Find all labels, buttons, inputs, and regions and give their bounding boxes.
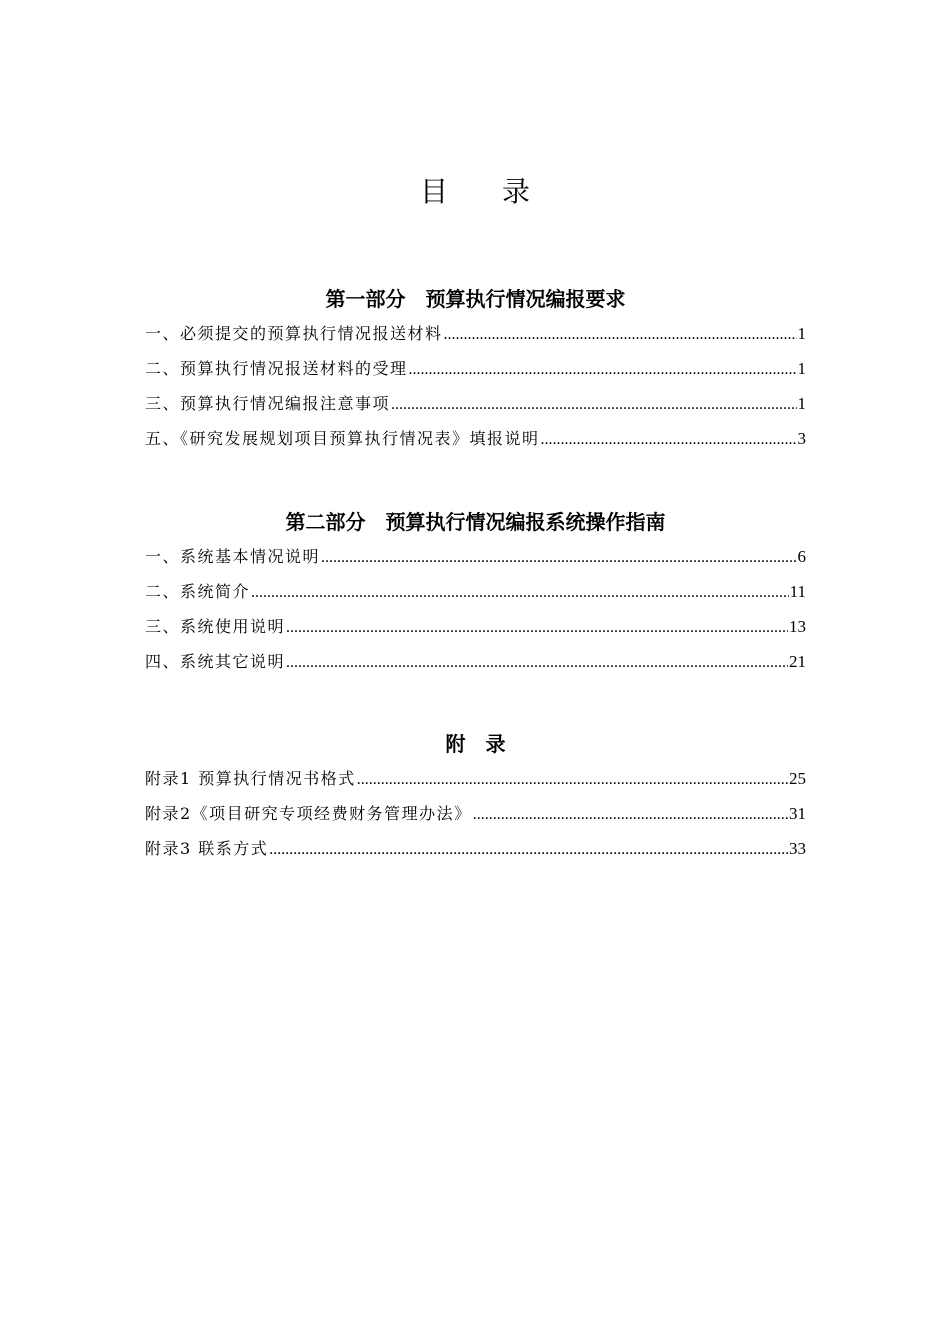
toc-entry[interactable]	[145, 796, 806, 831]
toc-page-number: 11	[789, 582, 806, 601]
toc-page-number: 1	[797, 359, 806, 378]
toc-entry[interactable]	[145, 351, 806, 386]
section-heading: 第二部分 预算执行情况编报系统操作指南	[285, 510, 666, 534]
toc-section-part-one	[145, 282, 806, 456]
toc-entry[interactable]	[145, 539, 806, 574]
toc-entry-label: 二、预算执行情况报送材料的受理	[145, 359, 408, 378]
toc-page-number: 31	[789, 804, 806, 823]
dot-leader	[541, 422, 797, 457]
toc-entry[interactable]	[145, 831, 806, 866]
toc-page-number: 25	[789, 769, 806, 788]
dot-leader	[391, 387, 796, 422]
toc-entry[interactable]	[145, 761, 806, 796]
section-heading: 附录	[445, 732, 526, 756]
toc-entry-label: 三、系统使用说明	[145, 617, 286, 636]
toc-section-appendix	[145, 727, 806, 866]
toc-entry-label: 附录1 预算执行情况书格式	[145, 769, 356, 788]
toc-page-number: 33	[789, 839, 806, 858]
toc-page-number: 21	[789, 652, 806, 671]
toc-entry-label: 附录2《项目研究专项经费财务管理办法》	[145, 804, 472, 823]
dot-leader	[286, 610, 788, 645]
toc-entry[interactable]	[145, 574, 806, 609]
toc-section-part-two	[145, 505, 806, 679]
toc-page-number: 1	[797, 394, 806, 413]
toc-page-number: 6	[797, 547, 806, 566]
dot-leader	[321, 540, 796, 575]
dot-leader	[444, 317, 797, 352]
toc-entry[interactable]	[145, 609, 806, 644]
dot-leader	[473, 797, 788, 832]
toc-entry-label: 一、系统基本情况说明	[145, 547, 321, 566]
toc-entry-label: 五、《研究发展规划项目预算执行情况表》填报说明	[145, 429, 540, 448]
document-title: 目录	[419, 175, 584, 208]
toc-page-number: 13	[789, 617, 806, 636]
toc-page-number: 1	[797, 324, 806, 343]
toc-entry-label: 三、预算执行情况编报注意事项	[145, 394, 391, 413]
toc-page-number: 3	[797, 429, 806, 448]
toc-entry[interactable]	[145, 644, 806, 679]
toc-entry-label: 一、必须提交的预算执行情况报送材料	[145, 324, 443, 343]
toc-entry-label: 四、系统其它说明	[145, 652, 286, 671]
toc-entry[interactable]	[145, 386, 806, 421]
toc-entry-label: 附录3 联系方式	[145, 839, 269, 858]
toc-entry[interactable]	[145, 316, 806, 351]
dot-leader	[269, 832, 788, 867]
dot-leader	[357, 762, 788, 797]
dot-leader	[409, 352, 797, 387]
toc-entry-label: 二、系统简介	[145, 582, 251, 601]
dot-leader	[251, 575, 789, 610]
section-heading: 第一部分 预算执行情况编报要求	[325, 287, 626, 311]
dot-leader	[286, 645, 788, 680]
toc-entry[interactable]	[145, 421, 806, 456]
